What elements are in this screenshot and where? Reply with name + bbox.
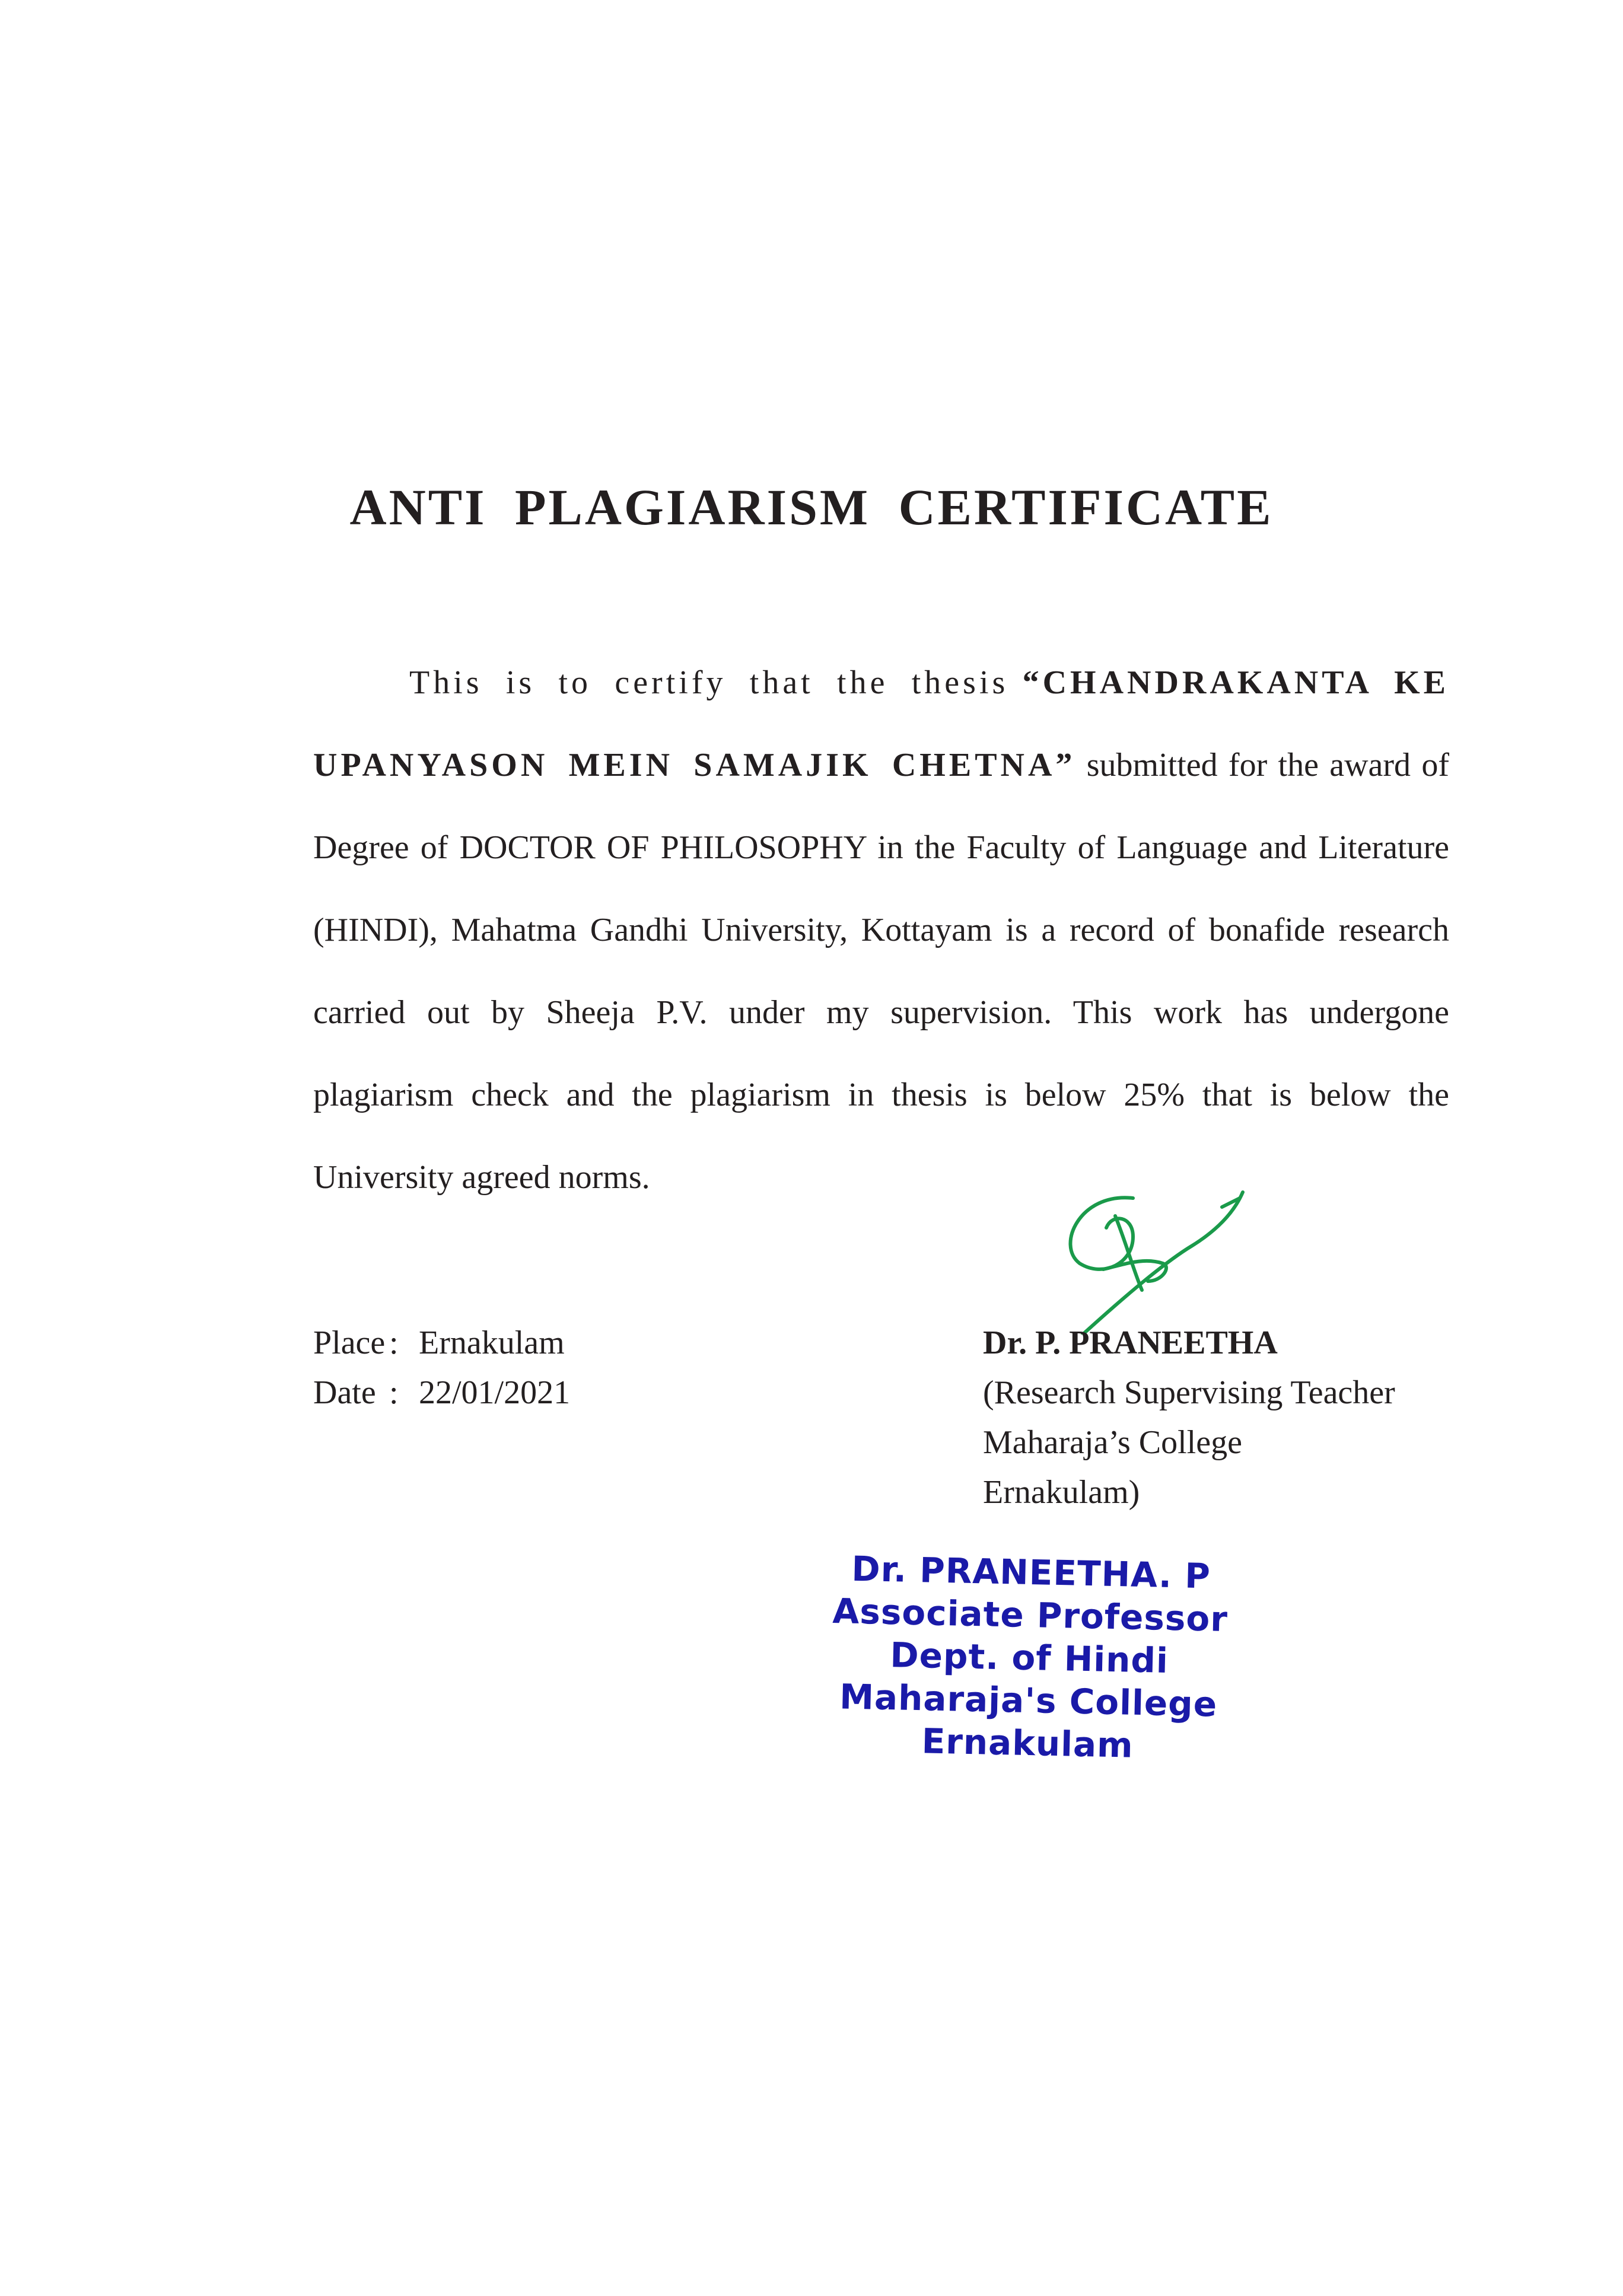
date-colon: : bbox=[389, 1374, 399, 1411]
body-rest: submitted for the award of Degree of DOCTOR OF PHILOSOPHY in the Faculty of Language and Literature (HINDI), Mahatma Gandhi University, Kottayam is a record of bonafide research carried out by Sheeja P.V. under my supervision. This work has undergone plagiarism check and the plagiarism in thesis is below 25% that is below the University agreed norms. bbox=[313, 747, 1450, 1196]
stamp-department: Dept. of Hindi bbox=[889, 1635, 1169, 1681]
supervisor-name: Dr. P. PRANEETHA bbox=[983, 1324, 1278, 1361]
stamp-designation: Associate Professor bbox=[832, 1591, 1229, 1639]
stamp-name: Dr. PRANEETHA. P bbox=[851, 1548, 1211, 1597]
supervisor-college: Maharaja’s College bbox=[983, 1424, 1242, 1461]
stamp-city: Ernakulam bbox=[921, 1721, 1134, 1766]
certificate-title: ANTI PLAGIARISM CERTIFICATE bbox=[349, 479, 1274, 536]
date-row bbox=[313, 1368, 570, 1418]
supervisor-block bbox=[983, 1318, 1395, 1517]
official-stamp bbox=[828, 1547, 1230, 1781]
supervisor-city: Ernakulam) bbox=[983, 1474, 1140, 1511]
stamp-college: Maharaja's College bbox=[839, 1676, 1218, 1725]
certificate-body bbox=[313, 642, 1449, 1219]
place-row bbox=[313, 1318, 570, 1368]
place-date-block bbox=[313, 1318, 570, 1418]
place-value: Ernakulam bbox=[419, 1324, 565, 1361]
place-colon: : bbox=[389, 1324, 399, 1361]
signature bbox=[1044, 1180, 1246, 1335]
supervisor-role: (Research Supervising Teacher bbox=[983, 1374, 1395, 1411]
thesis-title: “CHANDRAKANTA KE UPANYASON MEIN SAMAJIK CHETNA” bbox=[313, 664, 1449, 784]
place-label: Place bbox=[313, 1324, 386, 1361]
date-label: Date bbox=[313, 1374, 376, 1411]
date-value: 22/01/2021 bbox=[419, 1374, 571, 1411]
body-intro: This is to certify that the thesis bbox=[409, 664, 1009, 701]
